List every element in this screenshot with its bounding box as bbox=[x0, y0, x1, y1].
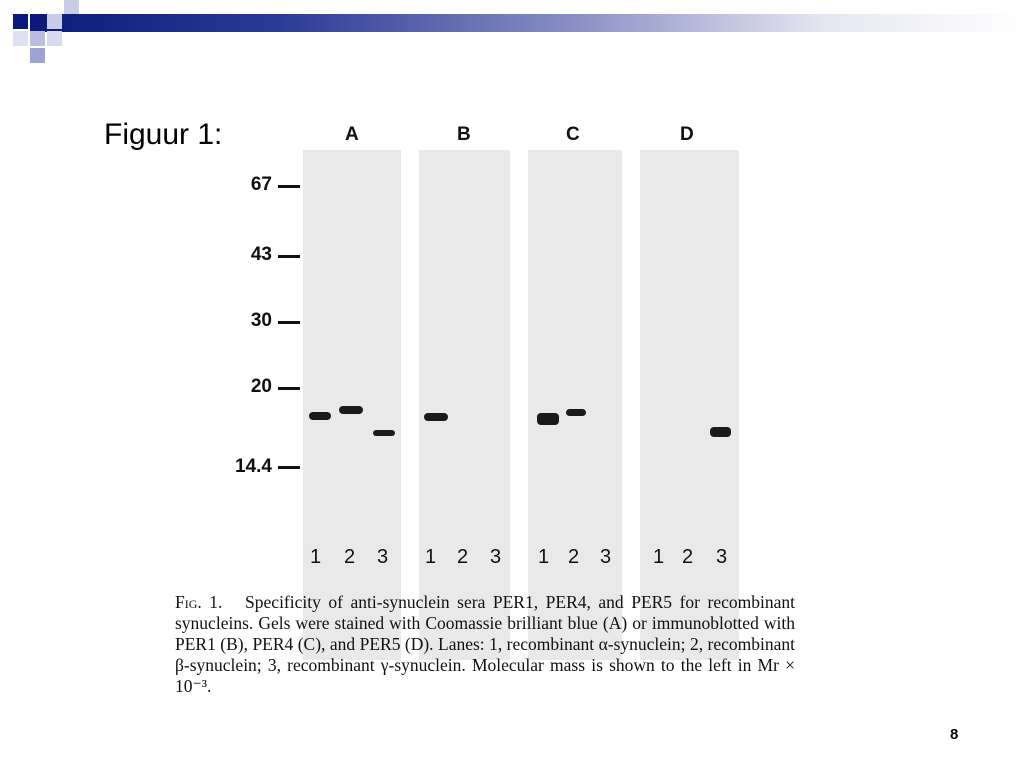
marker-label-67: 67 bbox=[250, 174, 272, 195]
decor-square bbox=[47, 14, 62, 29]
band bbox=[424, 413, 448, 421]
lane-number: 2 bbox=[457, 546, 469, 568]
slide-title: Figuur 1: bbox=[104, 118, 223, 151]
decor-square bbox=[47, 31, 62, 46]
marker-label-43: 43 bbox=[250, 244, 272, 265]
lane-number: 1 bbox=[538, 546, 550, 568]
gel-panel-c bbox=[528, 150, 622, 660]
band bbox=[710, 427, 731, 437]
gel-panel-d bbox=[640, 150, 739, 660]
marker-tick bbox=[278, 321, 300, 324]
marker-tick bbox=[278, 185, 300, 188]
band bbox=[537, 413, 559, 425]
panel-label-b: B bbox=[457, 124, 471, 145]
marker-tick bbox=[278, 255, 300, 258]
band bbox=[339, 406, 363, 414]
decor-square bbox=[13, 31, 28, 46]
gel-panel-a bbox=[303, 150, 401, 660]
lane-number: 3 bbox=[490, 546, 502, 568]
band bbox=[373, 430, 395, 436]
lane-number: 3 bbox=[600, 546, 612, 568]
decor-square bbox=[13, 14, 28, 29]
figure-caption bbox=[175, 592, 795, 697]
caption-fig-label: Fig. 1. bbox=[175, 592, 223, 612]
lane-number: 3 bbox=[716, 546, 728, 568]
lane-number: 1 bbox=[653, 546, 665, 568]
lane-number: 2 bbox=[682, 546, 694, 568]
lane-number: 2 bbox=[568, 546, 580, 568]
gel-panel-b bbox=[419, 150, 510, 660]
marker-label-14-4: 14.4 bbox=[235, 456, 272, 477]
marker-label-30: 30 bbox=[250, 310, 272, 331]
band bbox=[309, 412, 331, 420]
lane-number: 1 bbox=[310, 546, 322, 568]
decor-square bbox=[30, 31, 45, 46]
decor-square bbox=[64, 0, 79, 14]
panel-label-c: C bbox=[566, 124, 580, 145]
panel-label-a: A bbox=[345, 124, 359, 145]
header-gradient-bar bbox=[30, 14, 1024, 32]
decor-square bbox=[30, 48, 45, 63]
lane-number: 1 bbox=[425, 546, 437, 568]
marker-label-20: 20 bbox=[250, 376, 272, 397]
marker-tick bbox=[278, 387, 300, 390]
band bbox=[566, 409, 586, 416]
marker-tick bbox=[278, 466, 300, 469]
caption-text: Specificity of anti-synuclein sera PER1, PER4, and PER5 for recombinant synucleins. Gels were stained with Coomassie brilliant blue (A) or immunoblotted with PER1 (B), PER4 (C), and PER5 (D). Lanes: 1, recombinant α-synuclein; 2, recombinant β-synuclein; 3, recombinant γ-synuclein. Molecular mass is shown to the left in Mr × 10⁻³. bbox=[175, 592, 795, 696]
page-number: 8 bbox=[950, 726, 959, 743]
panel-label-d: D bbox=[680, 124, 694, 145]
lane-number: 2 bbox=[344, 546, 356, 568]
lane-number: 3 bbox=[377, 546, 389, 568]
